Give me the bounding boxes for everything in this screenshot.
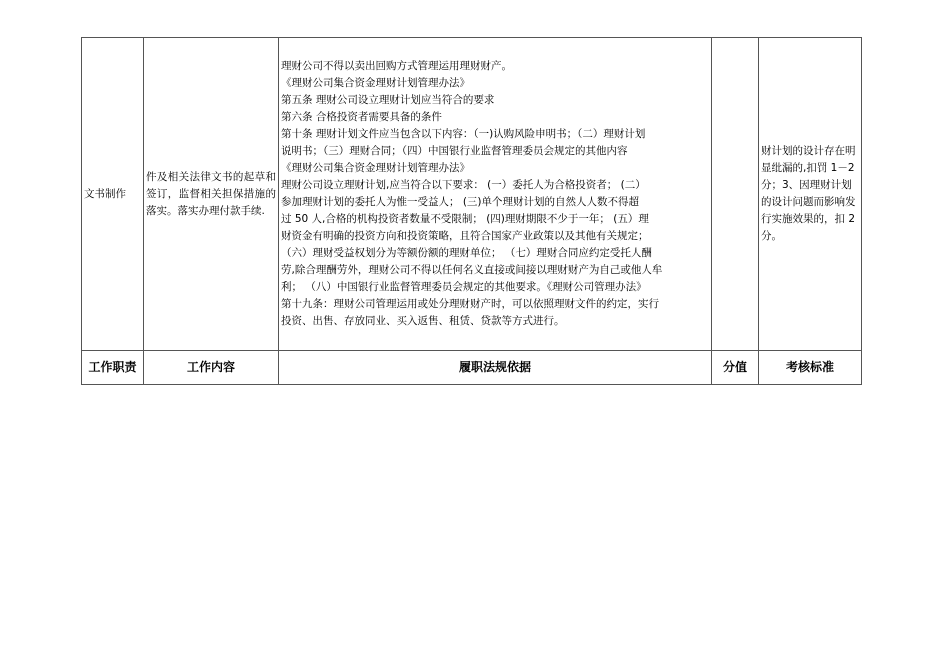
header-score: 分值: [712, 351, 759, 385]
duty-cell: 文书制作: [82, 38, 144, 351]
basis-line: 投资、出售、存放同业、买入返售、租赁、贷款等方式进行。: [281, 315, 565, 327]
basis-line: 过 50 人,合格的机构投资者数量不受限制； (四)理财期限不少于一年； (五）理: [281, 213, 649, 225]
basis-line: 理财公司不得以卖出回购方式管理运用理财财产。: [281, 60, 512, 72]
basis-line: 《理财公司集合资金理财计划管理办法》: [281, 162, 470, 174]
standard-cell: 财计划的设计存在明显纰漏的,扣罚 1－2 分；3、因理财计划的设计问题而影响发行实施效果的，扣 2 分。: [759, 38, 862, 351]
basis-line: 说明书；（三）理财合同；（四）中国银行业监督管理委员会规定的其他内容: [281, 145, 628, 157]
basis-line: （六）理财受益权划分为等额份额的理财单位； （七）理财合同应约定受托人酬: [281, 247, 652, 259]
header-content: 工作内容: [144, 351, 279, 385]
header-standard: 考核标准: [759, 351, 862, 385]
basis-line: 第五条 理财公司设立理财计划应当符合的要求: [281, 94, 495, 106]
basis-cell: [279, 38, 712, 351]
score-cell: [712, 38, 759, 351]
basis-line: 劳,除合理酬劳外，理财公司不得以任何名义直接或间接以理财财产为自己或他人牟: [281, 264, 663, 276]
basis-line: 第十条 理财计划文件应当包含以下内容：（一)认购风险申明书；（二）理财计划: [281, 128, 646, 140]
header-basis: 履职法规依据: [279, 351, 712, 385]
basis-line: 第十九条：理财公司管理运用或处分理财财产时，可以依照理财文件的约定，实行: [281, 298, 659, 310]
basis-line: 《理财公司集合资金理财计划管理办法》: [281, 77, 470, 89]
assessment-table: [81, 37, 862, 385]
content-cell: 件及相关法律文书的起草和签订，监督相关担保措施的落实。落实办理付款手续.: [144, 38, 279, 351]
basis-line: 理财公司设立理财计划,应当符合以下要求： (一）委托人为合格投资者； (二）: [281, 179, 646, 191]
basis-line: 第六条 合格投资者需要具备的条件: [281, 111, 442, 123]
basis-line: 参加理财计划的委托人为惟一受益人； (三)单个理财计划的自然人人数不得超: [281, 196, 640, 208]
table-row: [82, 38, 862, 351]
basis-line: 财资金有明确的投资方向和投资策略，且符合国家产业政策以及其他有关规定；: [281, 230, 649, 242]
header-duty: 工作职责: [82, 351, 144, 385]
basis-line: 利； （八）中国银行业监督管理委员会规定的其他要求。《理财公司管理办法》: [281, 281, 647, 293]
header-row: [82, 351, 862, 385]
